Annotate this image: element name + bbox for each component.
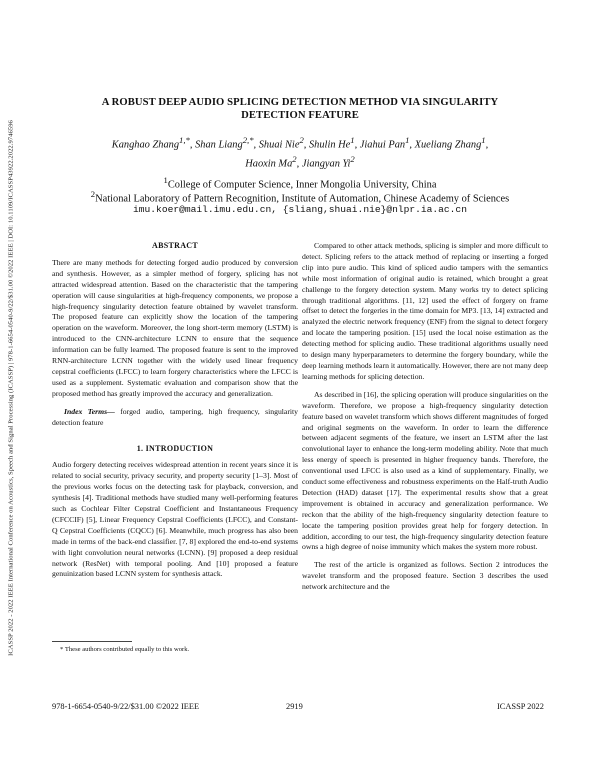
footnote-divider (52, 641, 132, 642)
author-affiliation-mark: 1 (481, 135, 486, 145)
title-line-2: DETECTION FEATURE (241, 110, 359, 121)
index-terms (52, 407, 298, 429)
abstract-heading: ABSTRACT (152, 241, 198, 250)
right-paragraph-2: As described in [16], the splicing operation will produce singularities on the waveform. Therefore, we propose a high-frequency singularity detection feature based on wavelet transform which shows different magnitudes of forged and original segments on the waveform. In order to learn the difference between adjacent segments of the feature, we insert an LSTM after the last convolutional layer to enhance the long-term modeling ability. Note that much less energy of speech is presented in higher frequency bands. Therefore, the conventional used LFCC is also used as a kind of supplementary. Finally, we conduct some effectiveness and robustness experiments on the Half-truth Audio Detection (HAD) dataset [17]. The experimental results show that a great improvement is obtained in accuracy and generalization performance. We reckon that the ability of the high-frequency singularity detection feature to locate the tampering position provides great help for forgery detection. In addition, according to our test, the high-frequency singularity detection feature owns a high degree of noise immunity which makes the system more robust. (302, 389, 548, 552)
footnote: * These authors contributed equally to this work. (60, 646, 190, 653)
author-name: Jiahui Pan (359, 139, 406, 151)
author-line-1: Kanghao Zhang$^{1,*}$, Shan Liang$^{2,*}$, Shuai Nie$^2$, Shulin He$^1$, Jiahui Pan$^1$, Xueliang Zhang$^1$, (111, 135, 489, 151)
author-line-2: Haoxin Ma$^2$, Jiangyan Yi$^2$ (245, 154, 355, 170)
author-emails: imu.koer@mail.imu.edu.cn, {sliang,shuai.nie}@nlpr.ia.ac.cn (133, 204, 467, 215)
right-column (302, 241, 548, 593)
author-name: Shan Liang (195, 139, 243, 151)
doi-sidebar (0, 0, 22, 776)
affiliation-text: College of Computer Science, Inner Mongolia University, China (167, 179, 437, 191)
author-affiliation-mark: 2 (350, 154, 355, 165)
author-list (60, 133, 540, 172)
affiliation-text: National Laboratory of Pattern Recognition, Institute of Automation, Chinese Academy of Sciences (95, 193, 510, 205)
author-name: Jiangyan Yi (301, 158, 351, 170)
author-name: Kanghao Zhang (111, 139, 180, 151)
footer-copyright: 978-1-6654-0540-9/22/$31.00 ©2022 IEEE (52, 702, 200, 711)
footer-conference: ICASSP 2022 (497, 702, 544, 711)
author-affiliation-mark: 1 (350, 135, 355, 145)
index-terms-text: forged audio, tampering, high frequency, singularity detection feature (52, 406, 299, 427)
left-column (52, 241, 298, 580)
author-name: Shulin He (308, 139, 351, 151)
right-paragraph-3: The rest of the article is organized as follows. Section 2 introduces the wavelet transform and the proposed feature. Section 3 describes the used network architecture and the (302, 560, 548, 592)
author-affiliation-mark: 2 (292, 154, 297, 165)
author-name: Haoxin Ma (245, 158, 293, 170)
author-affiliation-mark: 2 (299, 135, 304, 145)
sidebar-citation: ICASSP 2022 - 2022 IEEE International Conference on Acoustics, Speech and Signal Processing (ICASSP) | 978-1-6654-0540-9/22/$31.00 ©2022 IEEE | DOI: 10.1109/ICASSP43922.2022.9746596 (7, 120, 15, 656)
index-terms-label: Index Terms— (64, 406, 115, 416)
affiliation-number: 2 (90, 189, 96, 199)
right-paragraph-1: Compared to other attack methods, splicing is simpler and more difficult to detect. Splicing refers to the attack method of replacing or inserting a forged clip into pure audio. This kind of spliced audio tampers with the semantics while most information of original audio is retained, which brought a great challenge to the forgery detection system. Many works try to detect splicing through traditional algorithms. [11, 12] used the effect of forgery on frame offset to detect the forgeries in the time domain for MP3. [13, 14] extracted and analyzed the electric network frequency (ENF) from the signal to detect forgery and locate the tampering position. [15] used the local noise estimation as the detecting method for splicing audio. These traditional algorithms usually need to design many hyperparameters to determine the forgery boundary, while the deep learning methods learn it automatically. However, there are not many deep learning methods for splicing detection. (302, 241, 548, 381)
author-affiliation-mark: 1 (405, 135, 410, 145)
introduction-heading: 1. INTRODUCTION (136, 443, 214, 453)
abstract-text: There are many methods for detecting forged audio produced by conversion and synthesis. However, as a simpler method of forgery, splicing has not attracted widespread attention. Based on the characteristic that the tampering operation will cause singularities at high-frequency components, we propose a high-frequency singularity detection feature obtained by wavelet transform. The proposed feature can explicitly show the location of the tampering operation on the waveform. Moreover, the long short-term memory (LSTM) is introduced to the CNN-architecture LCNN to ensure that the sequence information can be fully learned. The proposed feature is sent to the improved RNN-architecture LCNN together with the widely used linear frequency cepstral coefficients (LFCC) to learn forgery characteristics where the LFCC is used as a supplement. Systematic evaluation and comparison show that the proposed method has greatly improved the accuracy and generalization. (52, 257, 298, 398)
affiliation-number: 1 (163, 175, 168, 185)
author-name: Xueliang Zhang (414, 139, 482, 151)
introduction-paragraph-1: Audio forgery detecting receives widespread attention in recent years since it is related to social security, privacy security, and property security [1–3]. Most of the previous works focus on the detecting task for playback, conversion, and synthesis [4]. Traditional methods have studied many well-performing features such as Cochlear Filter Cepstral Coefficient and Instantaneous Frequency (CFCCIF) [5], Linear Frequency Cepstral Coefficients (LFCC), and Constant-Q Cepstral Coefficients (CQCC) [6]. Meanwhile, much progress has also been made in terms of the back-end classifier. [7, 8] explored the end-to-end systems with light convolution neural networks (LCNN). [9] proposed a deep residual network (ResNet) with temporal pooling. And [10] proposed a feature genuinization based LCNN system for synthesis attack. (52, 460, 298, 579)
author-affiliation-mark: 2,* (242, 135, 254, 145)
page-number: 2919 (286, 702, 303, 711)
title-line-1: A ROBUST DEEP AUDIO SPLICING DETECTION METHOD VIA SINGULARITY (101, 97, 499, 108)
paper-title (40, 96, 560, 122)
author-name: Shuai Nie (258, 139, 300, 151)
author-affiliation-mark: 1,* (179, 135, 190, 145)
